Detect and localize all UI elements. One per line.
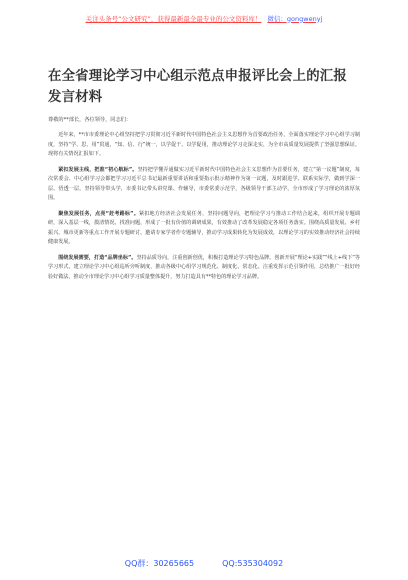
paragraph-section-3 — [48, 254, 360, 283]
paragraph-text: 坚持品质导向，注重创新创优，积极打造理论学习特色品牌。创新开展“理论+实践”“线上+线下”等学习形式，建立理论学习中心组巡听旁听制度，推动各级中心组学习规范化、制度化、常态化。注重发挥示范引领作用，总结推广一批好经验好做法，推动全市理论学习中心组学习质量整体提升，努力打造具有**特色的理论学习品牌。 — [48, 254, 360, 280]
banner-link[interactable] — [78, 8, 331, 29]
footer-contact — [0, 554, 408, 572]
banner-wechat: 微信：gongwenyj — [267, 14, 323, 23]
section-heading: 紧扣发展主线，把准“初心航标”。 — [58, 166, 138, 173]
qq-number: QQ:535304092 — [222, 558, 284, 568]
section-heading: 聚焦发展任务，点亮“赶考路标”。 — [58, 210, 139, 217]
paragraph-section-2 — [48, 210, 360, 248]
paragraph-section-1 — [48, 166, 360, 204]
paragraph-text: 近年来，**市市委理论中心组坚持把学习贯彻习近平新时代中国特色社会主义思想作为首要政治任务，全面落实理论学习中心组学习制度，坚持“学、思、用”贯通，“知、信、行”统一，以学促干、以学促用，推动理论学习走深走实，为全市高质量发展提供了坚强思想保证。现将有关情况汇报如下。 — [48, 132, 360, 157]
paragraph-text: 紧扣地方经济社会发展任务，坚持问题导向，把理论学习与推动工作结合起来，组织开展专题调研，深入基层一线，摸清情况、找准问题，形成了一批有价值的调研成果，有效推动了改革发展稳定各项任务落实。围绕高质量发展、乡村振兴、城市更新等重点工作开展专题研讨，邀请专家学者作专题辅导，推动学习成果转化为发展成效，以理论学习的实效推动经济社会持续健康发展。 — [48, 210, 360, 245]
paragraph-text: 坚持把学懂弄通做实习近平新时代中国特色社会主义思想作为首要任务，建立“第一议题”制度，每次常委会、中心组学习会都把学习习近平总书记最新重要讲话和重要指示批示精神作为第一议题，及时跟进学、联系实际学，做到学深一层、悟透一层。坚持领导带头学，市委书记带头讲党课、作辅导，市委常委示范学，各级领导干部主动学，全市形成了学习理论的浓厚氛围。 — [48, 166, 361, 201]
document-title: 在全省理论学习中心组示范点申报评比会上的汇报发言材料 — [48, 68, 347, 105]
document-body — [48, 66, 360, 288]
section-heading: 围绕发展需要，打造“品牌坐标”。 — [58, 254, 137, 261]
salutation: 尊敬的**部长，各位领导，同志们： — [48, 117, 132, 123]
top-banner — [0, 0, 408, 36]
paragraph-intro — [48, 131, 360, 160]
qq-group: QQ群：30265665 — [124, 558, 195, 568]
banner-text: 关注头条号“公文研究”，获得最新最全最专业的公文资料库！ — [85, 14, 262, 23]
